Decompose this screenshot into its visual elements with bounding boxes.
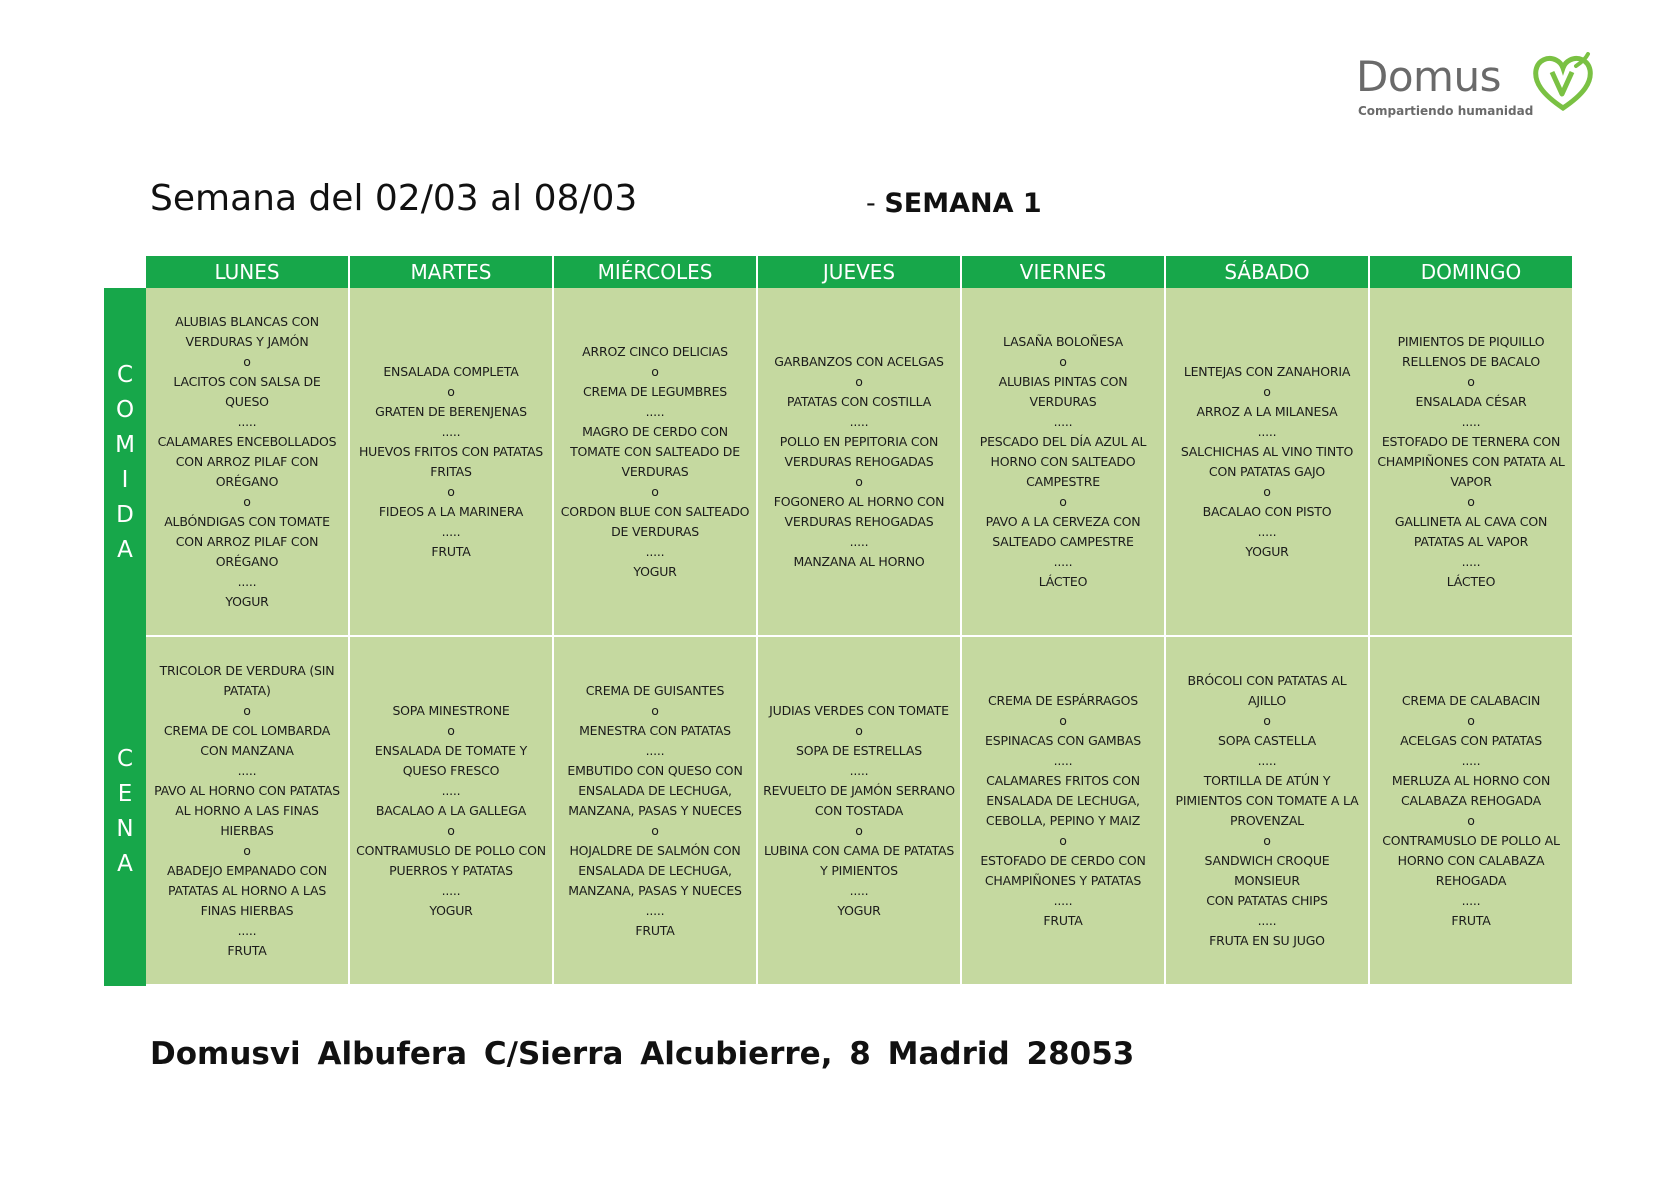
dish-line: ..... <box>237 922 257 938</box>
dish-line: CAMPESTRE <box>1026 473 1100 489</box>
dish-line: ..... <box>1461 752 1481 768</box>
dish-line: LASAÑA BOLOÑESA <box>1003 333 1123 349</box>
dish-line: EMBUTIDO CON QUESO CON <box>567 762 743 778</box>
dish-line: ..... <box>645 543 665 559</box>
dish-line: CONTRAMUSLO DE POLLO AL <box>1382 832 1560 848</box>
dish-line: o <box>651 822 659 838</box>
dish-line: CHAMPIÑONES CON PATATA AL <box>1377 453 1565 469</box>
dish-line: o <box>651 483 659 499</box>
dish-line: TRICOLOR DE VERDURA (SIN <box>159 662 335 678</box>
dish-line: o <box>1059 493 1067 509</box>
dish-line: CALABAZA REHOGADA <box>1401 792 1541 808</box>
logo-tagline: Compartiendo humanidad <box>1358 104 1534 118</box>
dish-line: ENSALADA COMPLETA <box>383 363 519 379</box>
dish-line: ..... <box>1257 752 1277 768</box>
menu-cell-miercoles-cena <box>554 637 758 986</box>
dish-line: LENTEJAS CON ZANAHORIA <box>1183 363 1351 379</box>
dish-line: ..... <box>1053 553 1073 569</box>
meal-label-letter: A <box>117 536 133 563</box>
dish-line: QUESO FRESCO <box>402 762 500 778</box>
dish-line: PAVO AL HORNO CON PATATAS <box>154 782 340 798</box>
dish-line: o <box>243 353 251 369</box>
dish-line: PUERROS Y PATATAS <box>389 862 513 878</box>
dish-line: ..... <box>1461 413 1481 429</box>
dish-line: o <box>1263 383 1271 399</box>
dish-line: SOPA CASTELLA <box>1218 732 1316 748</box>
day-header-sabado: SÁBADO <box>1166 256 1370 288</box>
dish-line: ..... <box>849 762 869 778</box>
dish-line: SOPA MINESTRONE <box>392 702 510 718</box>
dish-line: ..... <box>441 523 461 539</box>
dish-line: POLLO EN PEPITORIA CON <box>779 433 939 449</box>
dish-line: CON PATATAS CHIPS <box>1206 892 1328 908</box>
dish-line: VERDURAS Y JAMÓN <box>185 333 309 349</box>
dish-line: o <box>1467 373 1475 389</box>
dish-line: GARBANZOS CON ACELGAS <box>774 353 944 369</box>
dish-line: PATATAS AL VAPOR <box>1413 533 1529 549</box>
dish-line: AL HORNO A LAS FINAS HIERBAS <box>175 802 319 838</box>
dish-line: REVUELTO DE JAMÓN SERRANO <box>763 782 955 798</box>
day-header-domingo: DOMINGO <box>1370 256 1574 288</box>
dish-line: ENSALADA DE LECHUGA, <box>578 782 732 798</box>
dish-line: CREMA DE LEGUMBRES <box>582 383 728 399</box>
dish-line: SANDWICH CROQUE MONSIEUR <box>1204 852 1330 888</box>
dish-line: o <box>1467 493 1475 509</box>
dish-line: o <box>243 493 251 509</box>
dish-line: FRUTA <box>635 922 675 938</box>
dish-line: FRUTA <box>227 942 267 958</box>
dish-line: LÁCTEO <box>1038 573 1088 589</box>
dish-line: VAPOR <box>1450 473 1492 489</box>
week-number: SEMANA 1 <box>884 188 1042 219</box>
dish-line: CONTRAMUSLO DE POLLO CON <box>356 842 546 858</box>
dish-line: o <box>1059 353 1067 369</box>
dish-line: SALCHICHAS AL VINO TINTO <box>1180 443 1354 459</box>
dish-line: REHOGADA <box>1435 872 1507 888</box>
menu-cell-martes-comida <box>350 288 554 637</box>
dish-line: SOPA DE ESTRELLAS <box>796 742 922 758</box>
dish-line: PIMIENTOS DE PIQUILLO <box>1397 333 1545 349</box>
dish-line: ALBÓNDIGAS CON TOMATE <box>164 513 330 529</box>
dish-line: ENSALADA DE TOMATE Y <box>374 742 528 758</box>
dish-line: ..... <box>237 413 257 429</box>
dish-line: PATATA) <box>223 682 271 698</box>
meal-label-letter: D <box>116 501 134 528</box>
dish-line: MERLUZA AL HORNO CON <box>1391 772 1551 788</box>
meal-label-letter: A <box>117 850 133 877</box>
dish-line: FRITAS <box>430 463 472 479</box>
dish-line: ..... <box>1257 423 1277 439</box>
day-header-jueves: JUEVES <box>758 256 962 288</box>
dish-line: o <box>1467 812 1475 828</box>
dish-line: CON TOSTADA <box>814 802 904 818</box>
dish-line: ALUBIAS BLANCAS CON <box>175 313 319 329</box>
dish-line: ..... <box>1461 553 1481 569</box>
dish-line: BRÓCOLI CON PATATAS AL <box>1187 672 1347 688</box>
meal-label-letter: C <box>116 745 134 772</box>
dish-line: RELLENOS DE BACALO <box>1402 353 1540 369</box>
dish-line: YOGUR <box>225 593 269 609</box>
dish-line: o <box>447 822 455 838</box>
menu-cell-sabado-comida <box>1166 288 1370 637</box>
dish-line: CREMA DE CALABACIN <box>1401 692 1541 708</box>
dish-line: LUBINA CON CAMA DE PATATAS <box>763 842 955 858</box>
dish-line: HOJALDRE DE SALMÓN CON <box>569 842 741 858</box>
dish-line: HORNO CON CALABAZA <box>1397 852 1545 868</box>
dish-line: FRUTA <box>1451 912 1491 928</box>
dish-line: o <box>855 473 863 489</box>
week-prefix: - <box>866 188 885 219</box>
dish-line: HORNO CON SALTEADO <box>990 453 1136 469</box>
dish-line: ORÉGANO <box>215 553 279 569</box>
dish-line: JUDIAS VERDES CON TOMATE <box>769 702 949 718</box>
dish-line: VERDURAS REHOGADAS <box>784 513 934 529</box>
dish-line: ESTOFADO DE TERNERA CON <box>1381 433 1561 449</box>
meal-label-letter: N <box>116 815 134 842</box>
dish-line: YOGUR <box>429 902 473 918</box>
dish-line: o <box>447 383 455 399</box>
week-number-label <box>866 188 1042 219</box>
dish-line: FRUTA EN SU JUGO <box>1209 932 1325 948</box>
day-header-lunes: LUNES <box>146 256 350 288</box>
dish-line: ESTOFADO DE CERDO CON <box>980 852 1146 868</box>
table-corner <box>104 256 146 288</box>
day-header-viernes: VIERNES <box>962 256 1166 288</box>
dish-line: MANZANA AL HORNO <box>793 553 925 569</box>
meal-label-letter: M <box>115 431 135 458</box>
dish-line: CREMA DE ESPÁRRAGOS <box>987 692 1139 708</box>
dish-line: YOGUR <box>1245 543 1289 559</box>
dish-line: ..... <box>441 423 461 439</box>
dish-line: CREMA DE COL LOMBARDA <box>163 722 331 738</box>
dish-line: GRATEN DE BERENJENAS <box>375 403 527 419</box>
dish-line: PATATAS AL HORNO A LAS <box>167 882 327 898</box>
dish-line: YOGUR <box>633 563 677 579</box>
dish-line: CALAMARES ENCEBOLLADOS <box>157 433 337 449</box>
dish-line: o <box>447 722 455 738</box>
dish-line: ..... <box>1461 892 1481 908</box>
menu-cell-jueves-comida <box>758 288 962 637</box>
dish-line: BACALAO CON PISTO <box>1202 503 1332 519</box>
dish-line: VERDURAS <box>1029 393 1097 409</box>
menu-cell-martes-cena <box>350 637 554 986</box>
dish-line: LACITOS CON SALSA DE QUESO <box>173 373 321 409</box>
dish-line: CREMA DE GUISANTES <box>585 682 725 698</box>
dish-line: ..... <box>645 742 665 758</box>
dish-line: CON MANZANA <box>200 742 294 758</box>
menu-cell-jueves-cena <box>758 637 962 986</box>
dish-line: FRUTA <box>431 543 471 559</box>
dish-line: o <box>855 822 863 838</box>
dish-line: ..... <box>1257 912 1277 928</box>
dish-line: ORÉGANO <box>215 473 279 489</box>
dish-line: o <box>1263 832 1271 848</box>
dish-line: ENSALADA DE LECHUGA, <box>578 862 732 878</box>
dish-line: o <box>651 702 659 718</box>
dish-line: ENSALADA CÉSAR <box>1415 393 1527 409</box>
dish-line: ..... <box>645 902 665 918</box>
menu-cell-viernes-cena <box>962 637 1166 986</box>
dish-line: ..... <box>1053 413 1073 429</box>
dish-line: ENSALADA DE LECHUGA, <box>986 792 1140 808</box>
dish-line: CEBOLLA, PEPINO Y MAIZ <box>985 812 1141 828</box>
dish-line: ..... <box>441 782 461 798</box>
dish-line: LÁCTEO <box>1446 573 1496 589</box>
dish-line: ..... <box>441 882 461 898</box>
dish-line: ..... <box>1053 752 1073 768</box>
dish-line: o <box>447 483 455 499</box>
dish-line: ..... <box>1257 523 1277 539</box>
menu-cell-domingo-cena <box>1370 637 1574 986</box>
dish-line: FIDEOS A LA MARINERA <box>378 503 524 519</box>
week-date-range: Semana del 02/03 al 08/03 <box>150 178 638 219</box>
dish-line: HUEVOS FRITOS CON PATATAS <box>358 443 544 459</box>
dish-line: Y PIMIENTOS <box>820 862 898 878</box>
meal-label-letter: C <box>116 361 134 388</box>
dish-line: ..... <box>849 533 869 549</box>
dish-line: ABADEJO EMPANADO CON <box>167 862 327 878</box>
dish-line: o <box>243 702 251 718</box>
dish-line: VERDURAS REHOGADAS <box>784 453 934 469</box>
dish-line: CHAMPIÑONES Y PATATAS <box>984 872 1142 888</box>
dish-line: o <box>1263 712 1271 728</box>
dish-line: o <box>855 373 863 389</box>
dish-line: SALTEADO CAMPESTRE <box>992 533 1134 549</box>
center-address: Domusvi Albufera C/Sierra Alcubierre, 8 Madrid 28053 <box>150 1036 1135 1072</box>
dish-line: DE VERDURAS <box>611 523 699 539</box>
menu-cell-lunes-cena <box>146 637 350 986</box>
dish-line: BACALAO A LA GALLEGA <box>375 802 527 818</box>
heart-logo-icon <box>1532 52 1594 112</box>
meal-label-cena <box>104 637 146 986</box>
dish-line: ..... <box>645 403 665 419</box>
dish-line: GALLINETA AL CAVA CON <box>1394 513 1548 529</box>
dish-line: ACELGAS CON PATATAS <box>1400 732 1542 748</box>
dish-line: o <box>1467 712 1475 728</box>
dish-line: ..... <box>849 882 869 898</box>
day-header-miercoles: MIÉRCOLES <box>554 256 758 288</box>
dish-line: MANZANA, PASAS Y NUECES <box>568 802 742 818</box>
dish-line: CON ARROZ PILAF CON <box>175 453 319 469</box>
dish-line: CON ARROZ PILAF CON <box>175 533 319 549</box>
dish-line: ESPINACAS CON GAMBAS <box>985 732 1141 748</box>
dish-line: o <box>1263 483 1271 499</box>
dish-line: PROVENZAL <box>1230 812 1304 828</box>
dish-line: FRUTA <box>1043 912 1083 928</box>
dish-line: TORTILLA DE ATÚN Y <box>1203 772 1331 788</box>
dish-line: ..... <box>237 762 257 778</box>
menu-cell-domingo-comida <box>1370 288 1574 637</box>
meal-label-letter: E <box>117 780 133 807</box>
dish-line: CALAMARES FRITOS CON <box>986 772 1140 788</box>
weekly-menu-table <box>104 256 1576 986</box>
dish-line: o <box>855 722 863 738</box>
dish-line: CON PATATAS GAJO <box>1208 463 1326 479</box>
dish-line: ARROZ A LA MILANESA <box>1196 403 1338 419</box>
dish-line: MAGRO DE CERDO CON <box>582 423 728 439</box>
menu-cell-viernes-comida <box>962 288 1166 637</box>
dish-line: ARROZ CINCO DELICIAS <box>582 343 728 359</box>
dish-line: o <box>1059 832 1067 848</box>
menu-cell-miercoles-comida <box>554 288 758 637</box>
dish-line: PESCADO DEL DÍA AZUL AL <box>979 433 1147 449</box>
dish-line: PAVO A LA CERVEZA CON <box>985 513 1141 529</box>
dish-line: VERDURAS <box>621 463 689 479</box>
domusvi-logo <box>1356 50 1596 130</box>
dish-line: ..... <box>849 413 869 429</box>
dish-line: AJILLO <box>1247 692 1287 708</box>
day-header-martes: MARTES <box>350 256 554 288</box>
dish-line: o <box>243 842 251 858</box>
dish-line: CORDON BLUE CON SALTEADO <box>560 503 750 519</box>
meal-label-letter: I <box>121 466 129 493</box>
dish-line: MENESTRA CON PATATAS <box>579 722 731 738</box>
dish-line: o <box>1059 712 1067 728</box>
dish-line: FOGONERO AL HORNO CON <box>773 493 945 509</box>
menu-cell-sabado-cena <box>1166 637 1370 986</box>
dish-line: ..... <box>237 573 257 589</box>
dish-line: PATATAS CON COSTILLA <box>786 393 932 409</box>
dish-line: YOGUR <box>837 902 881 918</box>
dish-line: o <box>651 363 659 379</box>
menu-cell-lunes-comida <box>146 288 350 637</box>
dish-line: ..... <box>1053 892 1073 908</box>
dish-line: ALUBIAS PINTAS CON <box>998 373 1128 389</box>
dish-line: TOMATE CON SALTEADO DE <box>570 443 740 459</box>
logo-wordmark: Domus <box>1356 52 1501 101</box>
dish-line: MANZANA, PASAS Y NUECES <box>568 882 742 898</box>
dish-line: FINAS HIERBAS <box>200 902 294 918</box>
meal-label-comida <box>104 288 146 637</box>
dish-line: PIMIENTOS CON TOMATE A LA <box>1175 792 1359 808</box>
meal-label-letter: O <box>115 396 135 423</box>
